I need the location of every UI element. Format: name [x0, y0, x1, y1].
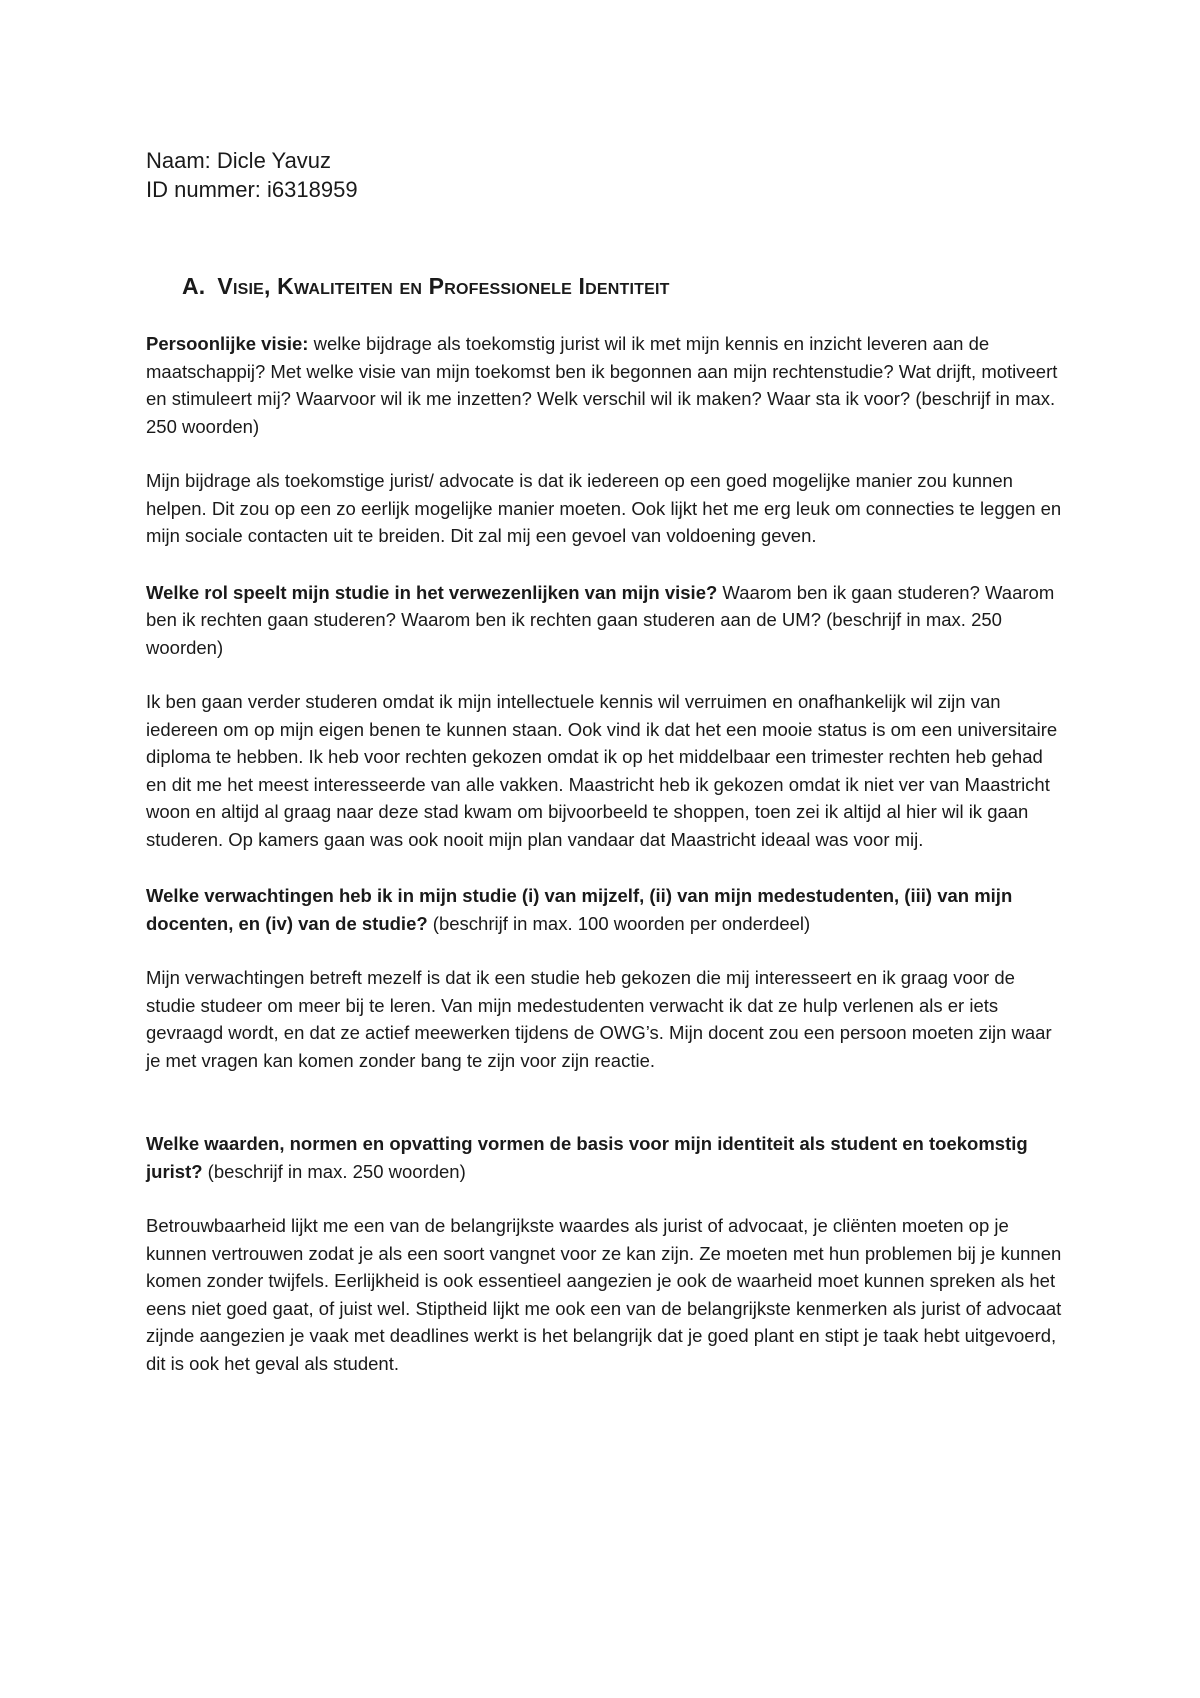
question-3	[146, 882, 1066, 937]
question-2-lead: Welke rol speelt mijn studie in het verwezenlijken van mijn visie?	[146, 581, 718, 603]
question-2-rest: Waarom ben ik gaan studeren? Waarom ben ik rechten gaan studeren? Waarom ben ik rechten gaan studeren aan de UM? (beschrijf in max. 250 woorden)	[146, 581, 1055, 658]
question-4	[146, 1130, 1066, 1185]
question-1-lead: Persoonlijke visie:	[146, 333, 309, 354]
answer-1: Mijn bijdrage als toekomstige jurist/ advocate is dat ik iedereen op een goed mogelijke manier zou kunnen helpen. Dit zou op een zo eerlijk mogelijke manier moeten. Ook lijkt het me erg leuk om connecties te leggen en mijn sociale contacten uit te breiden. Dit zal mij een gevoel van voldoening geven.	[146, 470, 1062, 546]
section-letter: A.	[182, 273, 206, 299]
student-name: Naam: Dicle Yavuz	[146, 148, 332, 173]
answer-3: Mijn verwachtingen betreft mezelf is dat ik een studie heb gekozen die mij interesseert en ik graag voor de studie studeer om meer bij te leren. Van mijn medestudenten verwacht ik dat ze hulp verlenen als er iets gevraagd wordt, en dat ze actief meewerken tijdens de OWG’s. Mijn docent zou een persoon moeten zijn waar je met vragen kan komen zonder bang te zijn voor zijn reactie.	[146, 967, 1052, 1071]
question-4-lead: Welke waarden, normen en opvatting vormen de basis voor mijn identiteit als student en toekomstig jurist?	[146, 1133, 1028, 1182]
question-3-lead: Welke verwachtingen heb ik in mijn studie (i) van mijzelf, (ii) van mijn medestudenten, (iii) van mijn docenten, en (iv) van de studie?	[146, 885, 1013, 934]
question-3-rest: (beschrijf in max. 100 woorden per onderdeel)	[427, 912, 811, 934]
question-1	[146, 330, 1066, 440]
question-1-rest: welke bijdrage als toekomstig jurist wil ik met mijn kennis en inzicht leveren aan de maatschappij? Met welke visie van mijn toekomst ben ik begonnen aan mijn rechtenstudie? Wat drijft, motiveert en stimuleert mij? Waarvoor wil ik me inzetten? Welk verschil wil ik maken? Waar sta ik voor? (beschrijf in max. 250 woorden)	[146, 333, 1058, 437]
question-2	[146, 579, 1066, 662]
answer-4: Betrouwbaarheid lijkt me een van de belangrijkste waardes als jurist of advocaat, je cliënten moeten op je kunnen vertrouwen zodat je als een soort vangnet voor ze kan zijn. Ze moeten met hun problemen bij je kunnen komen zonder twijfels. Eerlijkheid is ook essentieel aangezien je ook de waarheid moet kunnen spreken als het eens niet goed gaat, of juist wel. Stiptheid lijkt me ook een van de belangrijkste kenmerken als jurist of advocaat zijnde aangezien je vaak met deadlines werkt is het belangrijk dat je goed plant en stipt je taak hebt uitgevoerd, dit is ook het geval als student.	[146, 1215, 1062, 1374]
section-title-text: Visie, Kwaliteiten en Professionele Identiteit	[217, 273, 670, 299]
document-page	[146, 146, 1066, 1377]
section-heading	[182, 271, 1066, 301]
question-4-rest: (beschrijf in max. 250 woorden)	[202, 1160, 466, 1182]
answer-2: Ik ben gaan verder studeren omdat ik mijn intellectuele kennis wil verruimen en onafhankelijk wil zijn van iedereen om op mijn eigen benen te kunnen staan. Ook vind ik dat het een mooie status is om een universitaire diploma te hebben. Ik heb voor rechten gekozen omdat ik op het middelbaar een trimester rechten heb gehad en dit me het meest interesseerde van alle vakken. Maastricht heb ik gekozen omdat ik niet ver van Maastricht woon en altijd al graag naar deze stad kwam om bijvoorbeeld te shoppen, toen zei ik altijd al hier wil ik gaan studeren. Op kamers gaan was ook nooit mijn plan vandaar dat Maastricht ideaal was voor mij.	[146, 691, 1058, 850]
student-id: ID nummer: i6318959	[146, 177, 358, 202]
